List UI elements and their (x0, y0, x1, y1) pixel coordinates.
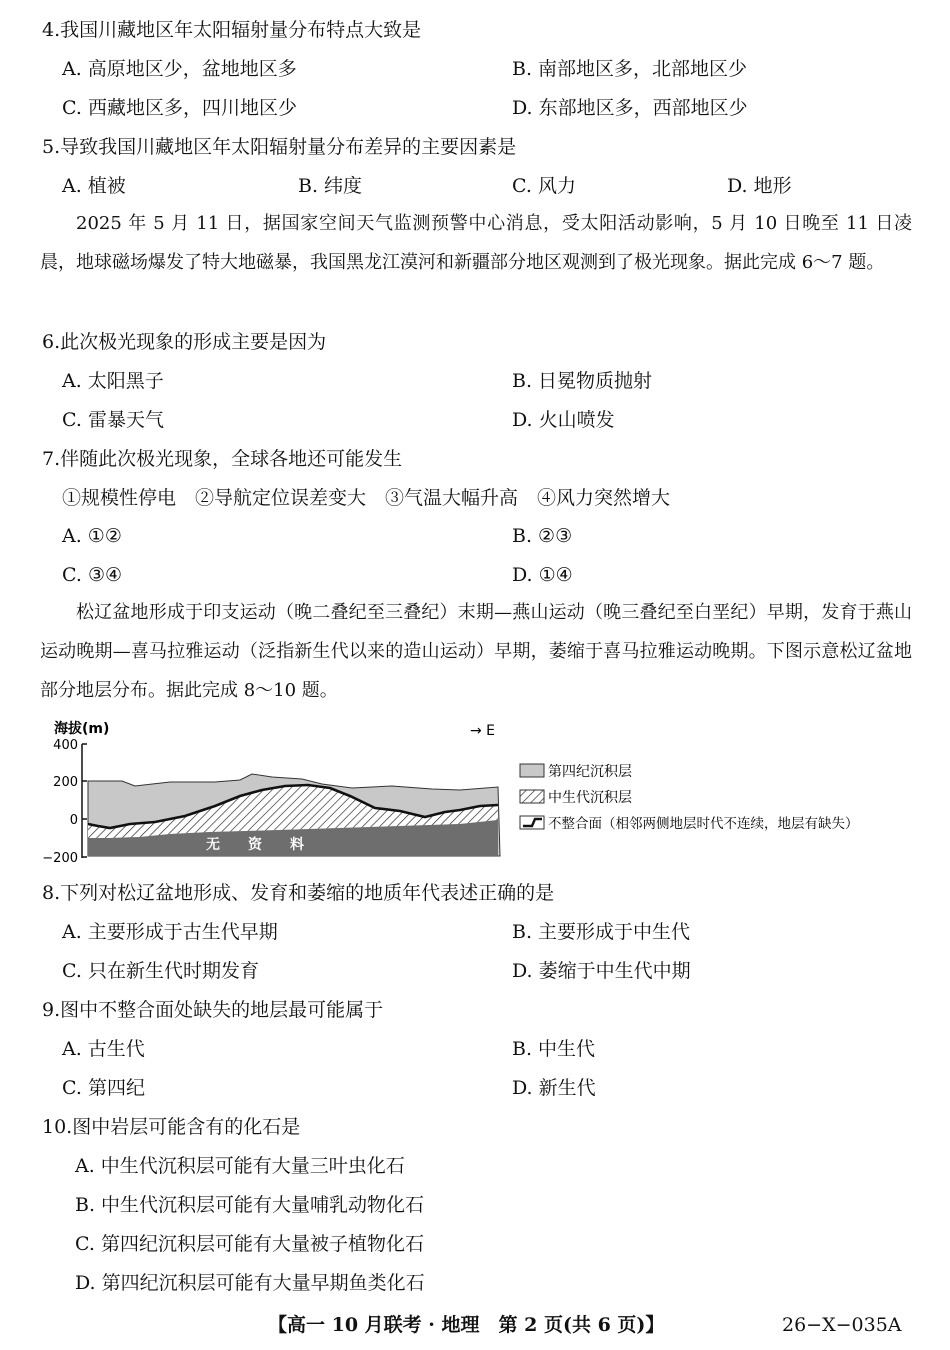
legend-label-mesozoic: 中生代沉积层 (548, 790, 632, 806)
q7-option-c: C. ③④ (62, 564, 123, 586)
q5-option-d: D. 地形 (727, 175, 792, 197)
q10-option-c: C. 第四纪沉积层可能有大量被子植物化石 (75, 1233, 424, 1255)
legend-label-unconformity: 不整合面（相邻两侧地层时代不连续，地层有缺失） (548, 816, 859, 832)
q7-statements: ①规模性停电 ②导航定位误差变大 ③气温大幅升高 ④风力突然增大 (62, 487, 671, 509)
passage-aurora: 2025 年 5 月 11 日，据国家空间天气监测预警中心消息，受太阳活动影响，5 月 10 日晚至 11 日凌晨，地球磁场爆发了特大地磁暴，我国黑龙江漠河和新疆部分地区观测到了极光现象。据此完成 6～7 题。 (40, 213, 912, 273)
q6-option-c: C. 雷暴天气 (62, 409, 164, 431)
q9-option-d: D. 新生代 (512, 1077, 596, 1099)
q7-stem: 7.伴随此次极光现象，全球各地还可能发生 (42, 448, 403, 470)
q7-option-a: A. ①② (62, 525, 122, 547)
q4-option-d: D. 东部地区多，西部地区少 (512, 97, 748, 119)
y-tick-label: −200 (42, 851, 78, 866)
q9-option-b: B. 中生代 (512, 1038, 596, 1060)
no-data-label: 无 资 料 (206, 837, 304, 853)
footer-code: 26−X−035A (782, 1314, 902, 1336)
q8-stem: 8.下列对松辽盆地形成、发育和萎缩的地质年代表述正确的是 (42, 882, 555, 904)
y-tick-label: 400 (53, 738, 78, 753)
q10-option-a: A. 中生代沉积层可能有大量三叶虫化石 (75, 1155, 405, 1177)
q4-option-b: B. 南部地区多，北部地区少 (512, 58, 748, 80)
q10-option-b: B. 中生代沉积层可能有大量哺乳动物化石 (75, 1194, 425, 1216)
q4-option-c: C. 西藏地区多，四川地区少 (62, 97, 297, 119)
q6-option-a: A. 太阳黑子 (62, 370, 164, 392)
legend-label-quaternary: 第四纪沉积层 (548, 764, 632, 780)
q5-stem: 5.导致我国川藏地区年太阳辐射量分布差异的主要因素是 (42, 136, 517, 158)
q5-option-c: C. 风力 (512, 175, 576, 197)
q4-stem: 4.我国川藏地区年太阳辐射量分布特点大致是 (42, 19, 422, 41)
q8-option-c: C. 只在新生代时期发育 (62, 960, 259, 982)
q5-option-a: A. 植被 (62, 175, 126, 197)
q5-option-b: B. 纬度 (298, 175, 363, 197)
page-footer (0, 1310, 950, 1340)
q4-option-a: A. 高原地区少，盆地地区多 (62, 58, 297, 80)
q6-option-d: D. 火山喷发 (512, 409, 615, 431)
q6-option-b: B. 日冕物质抛射 (512, 370, 653, 392)
legend-swatch-mesozoic (520, 790, 544, 803)
q6-stem: 6.此次极光现象的形成主要是因为 (42, 331, 327, 353)
q8-option-b: B. 主要形成于中生代 (512, 921, 691, 943)
east-direction-arrow: → E (470, 723, 496, 739)
footer-title: 【高一 10 月联考 · 地理 第 2 页(共 6 页)】 (268, 1314, 665, 1336)
q7-option-b: B. ②③ (512, 525, 573, 547)
legend-swatch-quaternary (520, 764, 544, 777)
y-tick-label: 0 (69, 813, 78, 828)
y-axis-title: 海拔(m) (54, 721, 110, 737)
q8-option-d: D. 萎缩于中生代中期 (512, 960, 691, 982)
passage-songliao-basin: 松辽盆地形成于印支运动（晚二叠纪至三叠纪）末期—燕山运动（晚三叠纪至白垩纪）早期，发育于燕山运动晚期—喜马拉雅运动（泛指新生代以来的造山运动）早期，萎缩于喜马拉雅运动晚期。下图示意松辽盆地部分地层分布。据此完成 8～10 题。 (40, 602, 912, 701)
q9-option-a: A. 古生代 (62, 1038, 145, 1060)
q9-stem: 9.图中不整合面处缺失的地层最可能属于 (42, 999, 384, 1021)
q10-option-d: D. 第四纪沉积层可能有大量早期鱼类化石 (75, 1272, 425, 1294)
q10-stem: 10.图中岩层可能含有的化石是 (42, 1116, 301, 1138)
y-tick-label: 200 (53, 775, 78, 790)
strata-cross-section-figure (40, 716, 910, 866)
q8-option-a: A. 主要形成于古生代早期 (62, 921, 278, 943)
q9-option-c: C. 第四纪 (62, 1077, 145, 1099)
q7-option-d: D. ①④ (512, 564, 573, 586)
